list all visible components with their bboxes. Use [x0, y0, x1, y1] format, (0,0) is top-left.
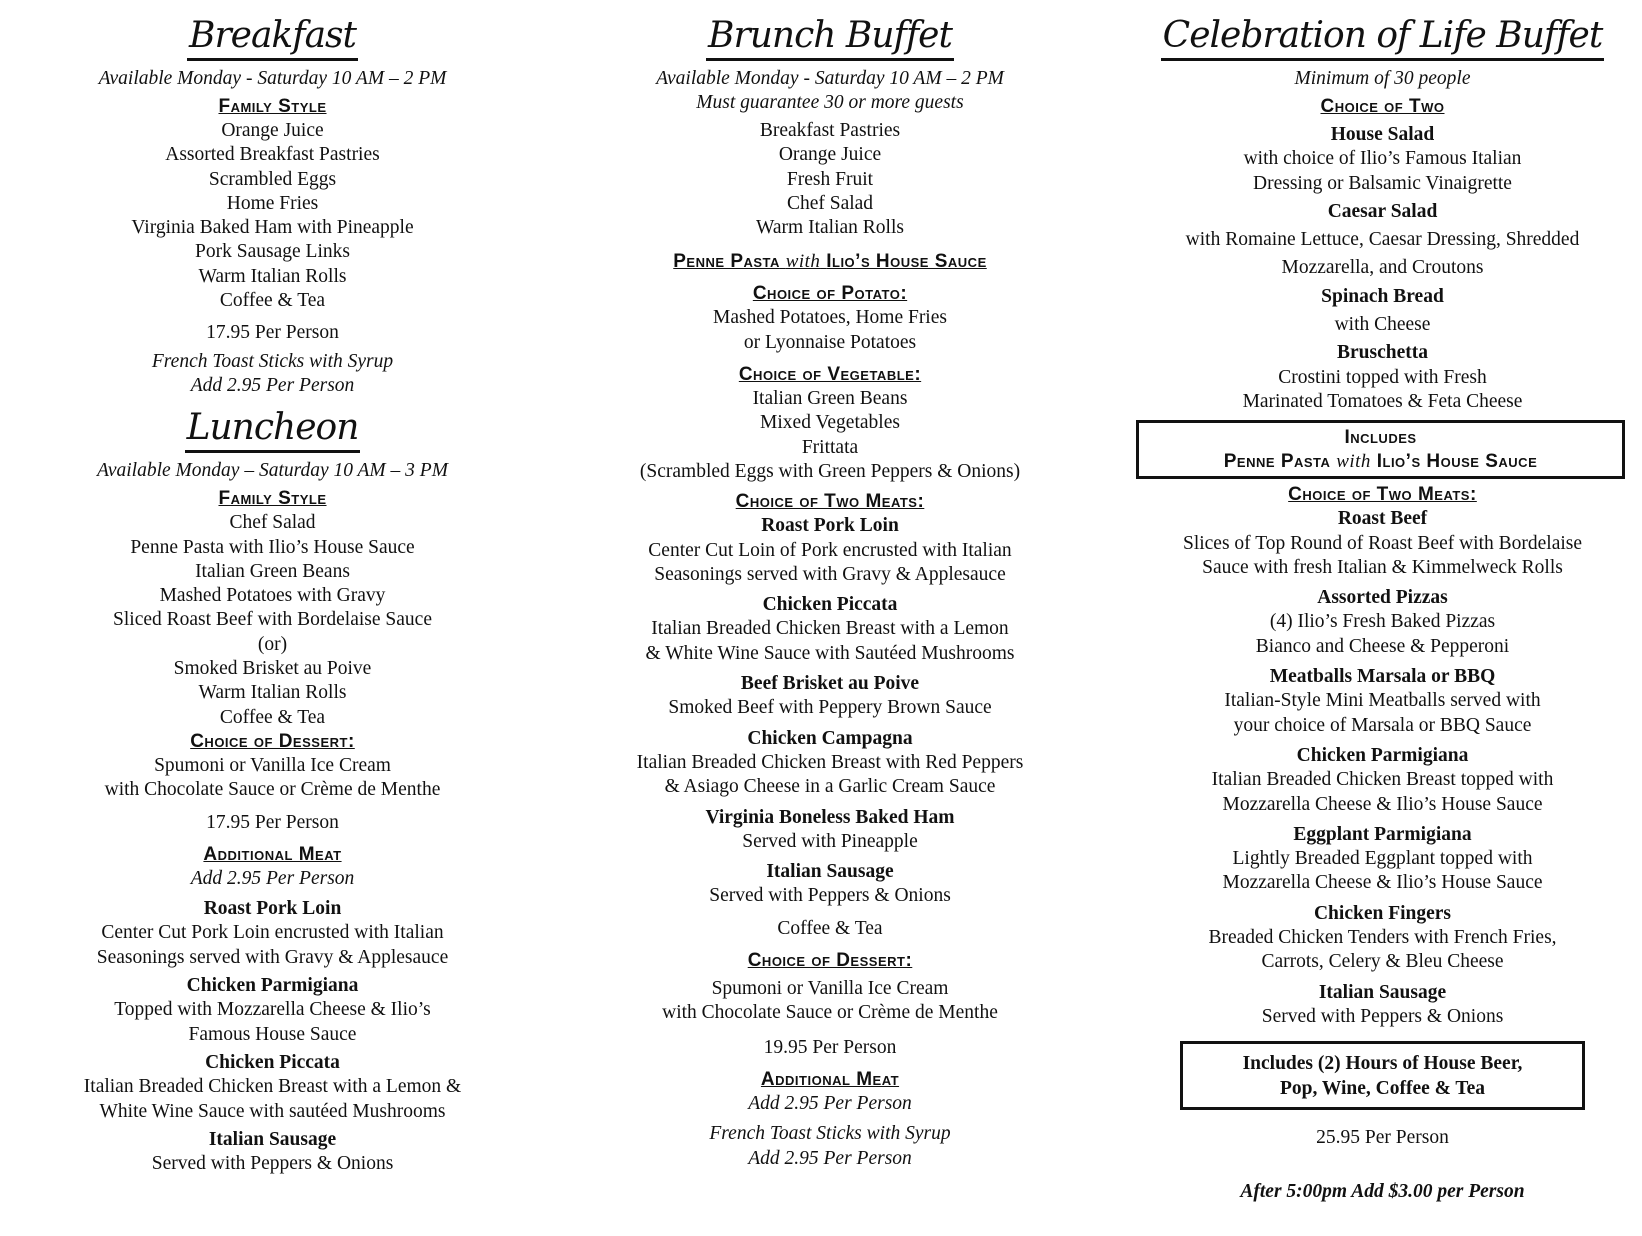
- menu-item: Warm Italian Rolls: [198, 265, 347, 287]
- brunch-pasta-heading: Penne Pasta with Ilio’s House Sauce: [673, 251, 987, 273]
- meat-name: Roast Pork Loin: [203, 898, 342, 920]
- meat-desc: Mozzarella Cheese & Ilio’s House Sauce: [1222, 872, 1543, 894]
- menu-item: Virginia Baked Ham with Pineapple: [131, 217, 414, 239]
- potato-line: Mashed Potatoes, Home Fries: [713, 307, 947, 329]
- meat-desc: Topped with Mozzarella Cheese & Ilio’s: [114, 999, 431, 1021]
- breakfast-luncheon-column: [55, 0, 490, 1176]
- breakfast-addon-price: Add 2.95 Per Person: [190, 374, 355, 396]
- brunch-meats-heading: Choice of Two Meats:: [735, 491, 925, 513]
- meat-name: Chicken Campagna: [747, 727, 913, 749]
- menu-item: Fresh Fruit: [786, 168, 874, 190]
- meat-desc: Served with Peppers & Onions: [151, 1153, 394, 1175]
- menu-item: Scrambled Eggs: [208, 168, 337, 190]
- celebration-price: 25.95 Per Person: [1316, 1126, 1449, 1148]
- menu-item: Coffee & Tea: [219, 290, 326, 312]
- meat-desc: your choice of Marsala or BBQ Sauce: [1233, 714, 1532, 736]
- meat-desc: Italian Breaded Chicken Breast with Red Peppers: [636, 751, 1024, 773]
- breakfast-price: 17.95 Per Person: [206, 322, 339, 344]
- meat-desc: Seasonings served with Gravy & Applesauce: [654, 563, 1006, 585]
- meat-name: Meatballs Marsala or BBQ: [1269, 666, 1496, 688]
- menu-item: Penne Pasta with Ilio’s House Sauce: [130, 536, 415, 558]
- meat-desc: Italian Breaded Chicken Breast with a Lemon &: [83, 1076, 462, 1098]
- starter-name: House Salad: [1330, 124, 1435, 145]
- meat-desc: Served with Peppers & Onions: [1261, 1005, 1504, 1027]
- celebration-title: Celebration of Life Buffet: [1161, 14, 1605, 61]
- starter-name: Spinach Bread: [1321, 285, 1444, 307]
- meat-name: Roast Beef: [1337, 508, 1428, 530]
- meat-desc: White Wine Sauce with sautéed Mushrooms: [99, 1100, 446, 1122]
- menu-item: Chef Salad: [229, 512, 316, 534]
- brunch-items: [605, 119, 1055, 240]
- breakfast-style-heading: Family Style: [218, 96, 327, 117]
- menu-item: Orange Juice: [221, 120, 324, 141]
- drinks-line: Includes (2) Hours of House Beer,: [1242, 1053, 1523, 1075]
- celebration-meats-heading: Choice of Two Meats:: [1288, 484, 1477, 506]
- brunch-addon-name: French Toast Sticks with Syrup: [709, 1123, 951, 1145]
- starter-desc: Crostini topped with Fresh: [1278, 366, 1487, 388]
- drinks-line: Pop, Wine, Coffee & Tea: [1279, 1077, 1486, 1099]
- menu-item: Mashed Potatoes with Gravy: [159, 585, 386, 607]
- meat-desc: Italian-Style Mini Meatballs served with: [1224, 690, 1541, 712]
- meat-name: Roast Pork Loin: [761, 515, 899, 537]
- luncheon-dessert-heading: Choice of Dessert:: [190, 730, 355, 752]
- meat-name: Beef Brisket au Poive: [740, 673, 920, 695]
- menu-item: Italian Green Beans: [195, 560, 350, 582]
- luncheon-title: Luncheon: [185, 406, 361, 453]
- includes-label: Includes: [1344, 427, 1417, 449]
- dessert-line: with Chocolate Sauce or Crème de Menthe: [104, 779, 441, 801]
- brunch-addon-price: Add 2.95 Per Person: [748, 1147, 912, 1169]
- meat-desc: Center Cut Loin of Pork encrusted with Italian: [648, 539, 1012, 561]
- brunch-column: [605, 0, 1055, 1171]
- includes-pasta-box: [1136, 420, 1625, 479]
- luncheon-additional-price: Add 2.95 Per Person: [190, 867, 355, 889]
- starter-desc: Marinated Tomatoes & Feta Cheese: [1242, 390, 1523, 412]
- brunch-title: Brunch Buffet: [706, 14, 954, 61]
- meat-desc: & Asiago Cheese in a Garlic Cream Sauce: [664, 776, 996, 798]
- dessert-line: Spumoni or Vanilla Ice Cream: [154, 754, 391, 776]
- menu-item: Warm Italian Rolls: [756, 217, 904, 239]
- vegetable-line: (Scrambled Eggs with Green Peppers & Onions): [639, 460, 1021, 482]
- menu-item: Pork Sausage Links: [195, 241, 350, 263]
- meat-name: Chicken Parmigiana: [1296, 744, 1469, 766]
- menu-item: Assorted Breakfast Pastries: [165, 144, 380, 166]
- luncheon-price: 17.95 Per Person: [206, 811, 339, 833]
- menu-item: Sliced Roast Beef with Bordelaise Sauce: [113, 609, 432, 631]
- meat-desc: Breaded Chicken Tenders with French Fries,: [1208, 927, 1557, 949]
- meat-desc: Mozzarella Cheese & Ilio’s House Sauce: [1222, 793, 1543, 815]
- includes-pasta: Penne Pasta with Ilio’s House Sauce: [1223, 451, 1538, 473]
- celebration-minimum: Minimum of 30 people: [1294, 68, 1471, 89]
- meat-name: Assorted Pizzas: [1317, 587, 1448, 609]
- celebration-column: [1150, 0, 1615, 1204]
- luncheon-style-heading: Family Style: [218, 488, 327, 510]
- menu-item: Chef Salad: [786, 192, 874, 214]
- breakfast-items: [55, 119, 490, 313]
- breakfast-addon-name: French Toast Sticks with Syrup: [151, 350, 394, 372]
- meat-name: Chicken Fingers: [1313, 902, 1452, 924]
- luncheon-availability: Available Monday – Saturday 10 AM – 3 PM: [97, 460, 448, 482]
- meat-desc: (4) Ilio’s Fresh Baked Pizzas: [1269, 611, 1496, 633]
- menu-item: (or): [257, 633, 288, 655]
- meat-desc: Lightly Breaded Eggplant topped with: [1232, 848, 1533, 870]
- meat-desc: Smoked Beef with Peppery Brown Sauce: [668, 697, 992, 719]
- meat-desc: Center Cut Pork Loin encrusted with Italian: [101, 922, 444, 944]
- brunch-vegetable-heading: Choice of Vegetable:: [738, 364, 922, 386]
- potato-line: or Lyonnaise Potatoes: [743, 331, 917, 353]
- brunch-price: 19.95 Per Person: [763, 1036, 897, 1058]
- luncheon-additional-heading: Additional Meat: [203, 843, 342, 865]
- brunch-beverage: Coffee & Tea: [777, 917, 883, 939]
- menu-item: Coffee & Tea: [219, 706, 326, 728]
- starter-desc: Mozzarella, and Croutons: [1281, 257, 1484, 279]
- meat-name: Italian Sausage: [766, 861, 894, 883]
- meat-desc: Served with Peppers & Onions: [709, 885, 951, 907]
- meat-desc: Carrots, Celery & Bleu Cheese: [1261, 951, 1504, 973]
- brunch-additional-price: Add 2.95 Per Person: [748, 1092, 912, 1114]
- meat-desc: Seasonings served with Gravy & Applesauce: [96, 946, 449, 968]
- starter-desc: with Romaine Lettuce, Caesar Dressing, Shredded: [1185, 229, 1580, 251]
- meat-desc: Famous House Sauce: [188, 1023, 357, 1045]
- vegetable-line: Mixed Vegetables: [760, 412, 900, 434]
- starter-name: Bruschetta: [1337, 342, 1428, 364]
- starter-desc: with Cheese: [1334, 314, 1431, 336]
- meat-desc: Bianco and Cheese & Pepperoni: [1255, 635, 1510, 657]
- menu-item: Smoked Brisket au Poive: [173, 658, 372, 680]
- meat-desc: Served with Pineapple: [742, 830, 918, 852]
- meat-desc: Italian Breaded Chicken Breast with a Lemon: [651, 618, 1009, 640]
- starter-desc: Dressing or Balsamic Vinaigrette: [1253, 172, 1512, 194]
- meat-name: Chicken Parmigiana: [186, 975, 359, 997]
- dessert-line: Spumoni or Vanilla Ice Cream: [711, 978, 949, 1000]
- drinks-included-box: [1180, 1041, 1585, 1110]
- menu-item: Warm Italian Rolls: [198, 682, 347, 704]
- meat-desc: Italian Breaded Chicken Breast topped with: [1211, 769, 1554, 791]
- meat-name: Italian Sausage: [1318, 981, 1447, 1003]
- vegetable-line: Italian Green Beans: [752, 388, 908, 410]
- starter-name: Caesar Salad: [1327, 200, 1438, 222]
- menu-item: Home Fries: [226, 192, 319, 214]
- brunch-dessert-heading: Choice of Dessert:: [747, 950, 913, 972]
- meat-desc: Sauce with fresh Italian & Kimmelweck Rolls: [1202, 556, 1563, 578]
- meat-name: Italian Sausage: [208, 1128, 337, 1150]
- meat-name: Virginia Boneless Baked Ham: [705, 806, 955, 828]
- meat-name: Eggplant Parmigiana: [1293, 823, 1472, 845]
- evening-surcharge-note: After 5:00pm Add $3.00 per Person: [1240, 1181, 1525, 1203]
- breakfast-title: Breakfast: [187, 14, 358, 61]
- menu-item: Orange Juice: [778, 144, 882, 166]
- brunch-availability: Available Monday - Saturday 10 AM – 2 PM: [656, 68, 1004, 89]
- vegetable-line: Frittata: [801, 436, 859, 458]
- meat-desc: Slices of Top Round of Roast Beef with Bordelaise: [1182, 532, 1583, 554]
- meat-name: Chicken Piccata: [205, 1051, 340, 1073]
- menu-item: Breakfast Pastries: [759, 120, 901, 141]
- brunch-potato-heading: Choice of Potato:: [752, 283, 908, 305]
- breakfast-availability: Available Monday - Saturday 10 AM – 2 PM: [98, 68, 447, 89]
- dessert-line: with Chocolate Sauce or Crème de Menthe: [662, 1002, 998, 1024]
- luncheon-items: [55, 511, 490, 730]
- meat-desc: & White Wine Sauce with Sautéed Mushrooms: [645, 642, 1015, 664]
- brunch-guarantee: Must guarantee 30 or more guests: [696, 92, 964, 113]
- celebration-choice-heading: Choice of Two: [1320, 96, 1445, 117]
- starter-desc: with choice of Ilio’s Famous Italian: [1243, 148, 1522, 170]
- meat-name: Chicken Piccata: [762, 594, 898, 616]
- brunch-additional-heading: Additional Meat: [760, 1068, 900, 1090]
